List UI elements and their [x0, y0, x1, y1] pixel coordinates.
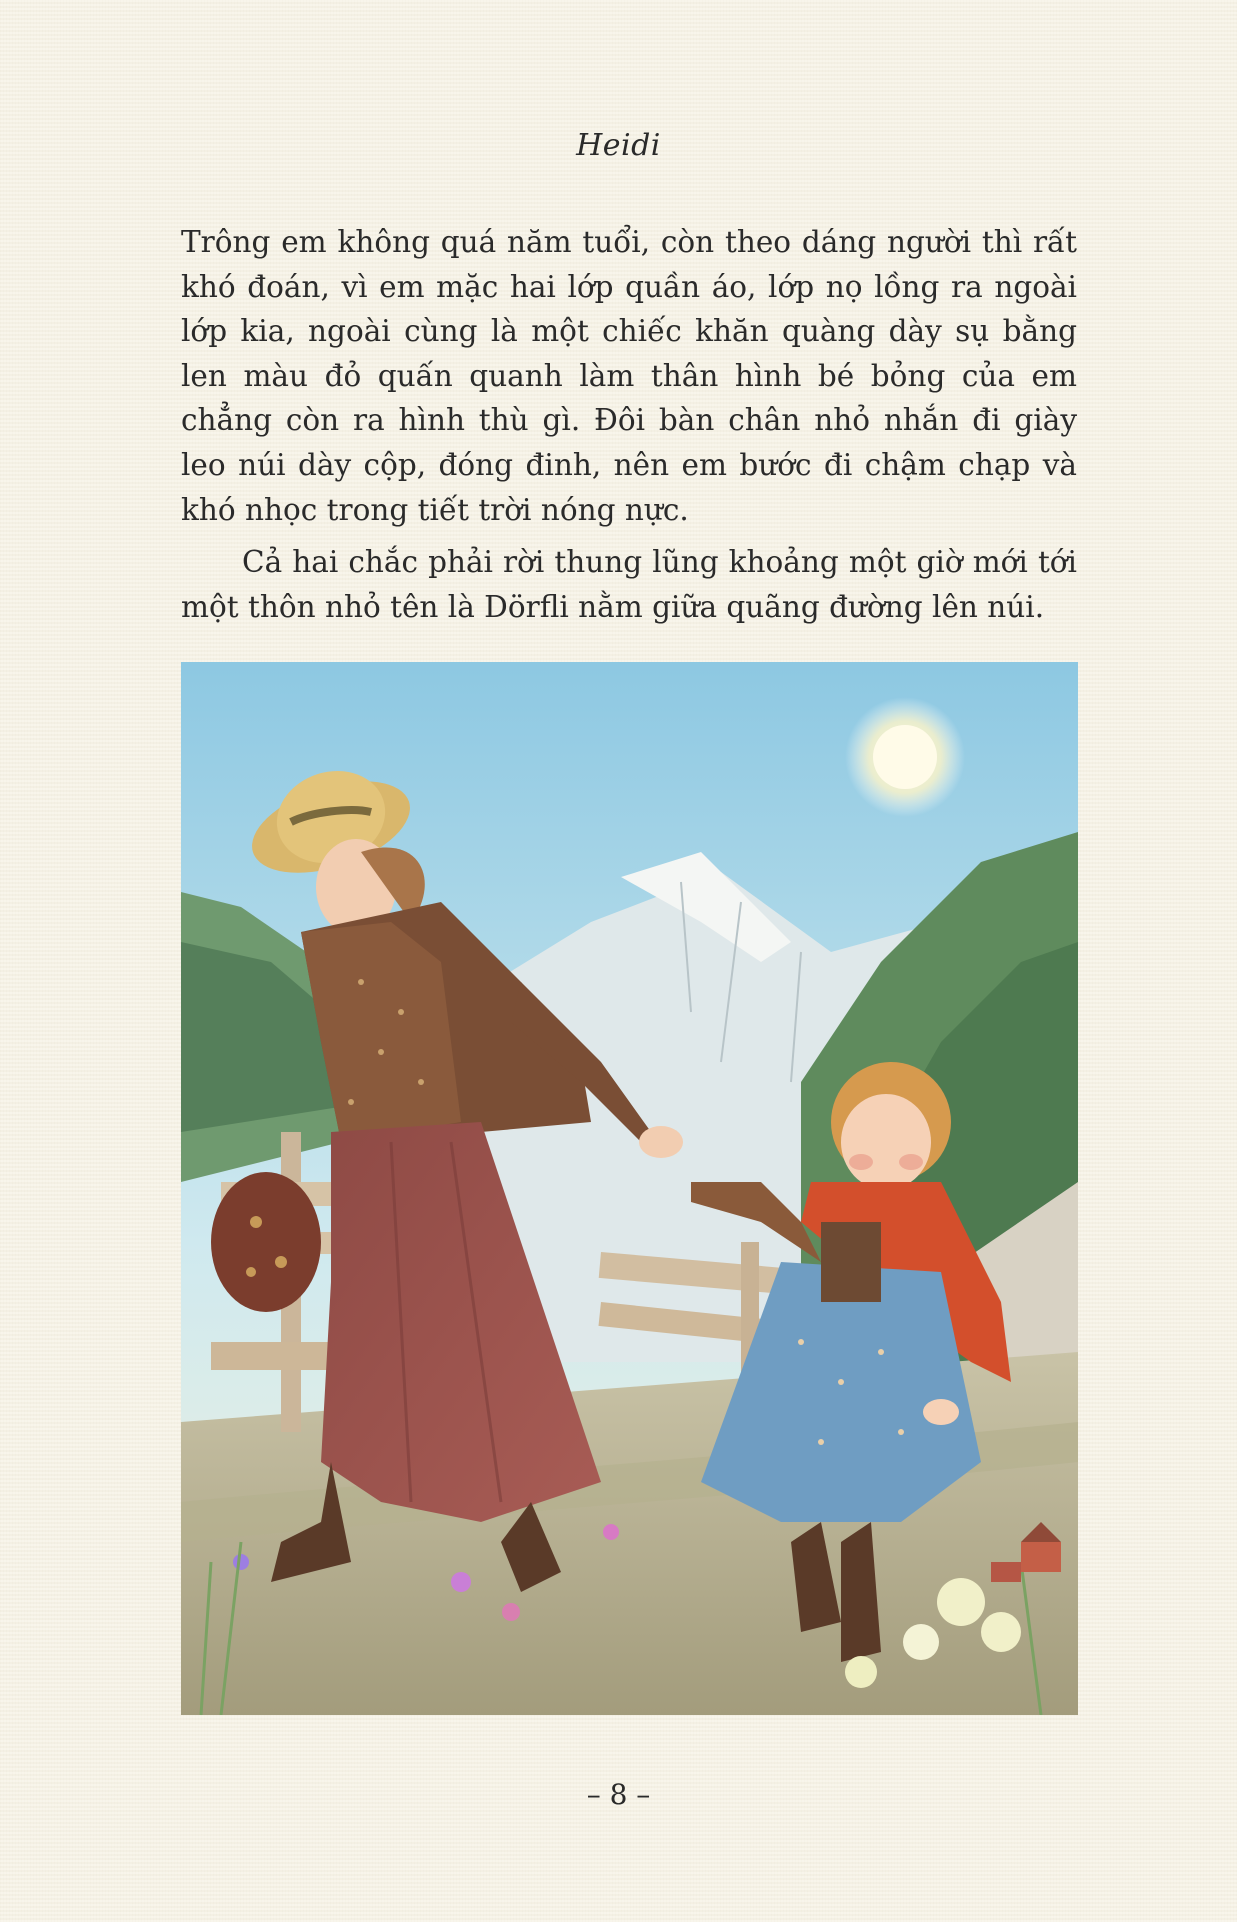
story-illustration: [181, 662, 1078, 1715]
illustration-scene: [181, 662, 1078, 1715]
body-text: [181, 220, 1077, 629]
page-number: – 8 –: [586, 1778, 651, 1811]
paragraph-2: Cả hai chắc phải rời thung lũng khoảng một giờ mới tới một thôn nhỏ tên là Dörfli nằm giữa quãng đường lên núi.: [181, 545, 1077, 624]
paragraph-1: Trông em không quá năm tuổi, còn theo dáng người thì rất khó đoán, vì em mặc hai lớp quần áo, lớp nọ lồng ra ngoài lớp kia, ngoài cùng là một chiếc khăn quàng dày sụ bằng len màu đỏ quấn quanh làm thân hình bé bỏng của em chẳng còn ra hình thù gì. Đôi bàn chân nhỏ nhắn đi giày leo núi dày cộp, đóng đinh, nên em bước đi chậm chạp và khó nhọc trong tiết trời nóng nực.: [181, 225, 1077, 527]
running-head-title: Heidi: [576, 128, 661, 163]
